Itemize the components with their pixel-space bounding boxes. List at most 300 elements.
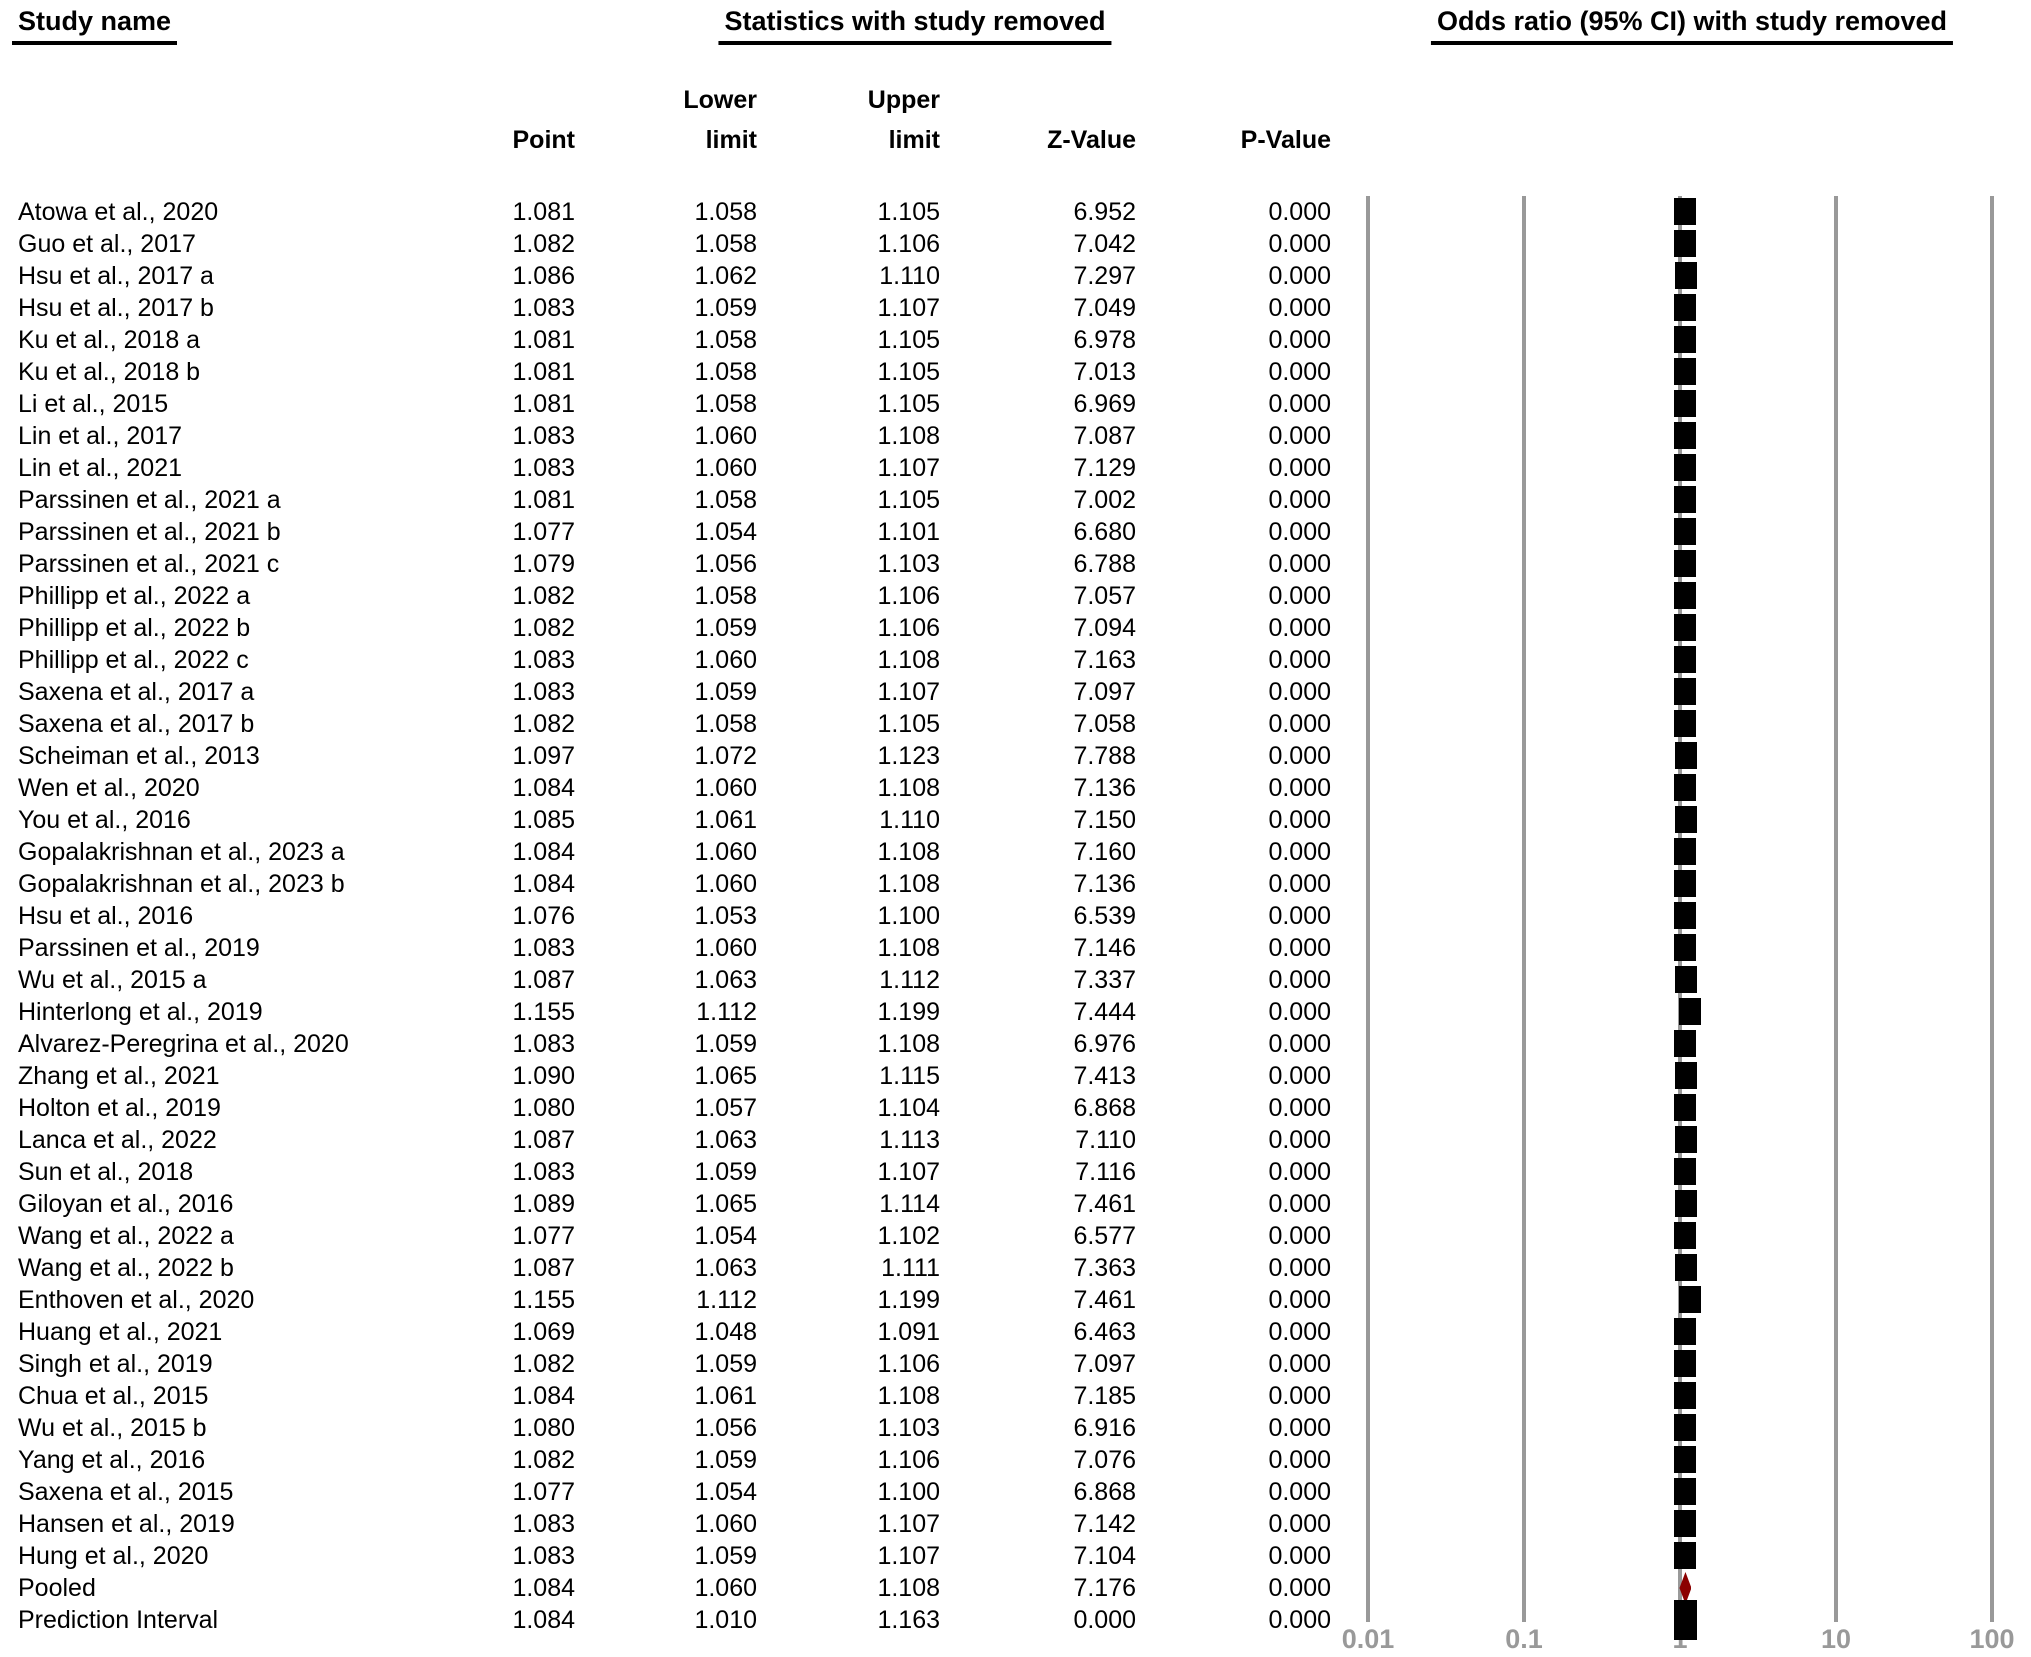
p-value-cell: 0.000	[1268, 1318, 1331, 1346]
point-cell: 1.084	[512, 838, 575, 866]
upper-limit-cell: 1.107	[877, 1158, 940, 1186]
point-cell: 1.087	[512, 1126, 575, 1154]
study-name-cell: Ku et al., 2018 a	[18, 326, 201, 354]
p-value-cell: 0.000	[1268, 550, 1331, 578]
column-header-lower-limit: limit	[705, 126, 757, 154]
forest-marker	[1674, 1030, 1696, 1057]
z-value-cell: 7.176	[1073, 1574, 1136, 1602]
upper-limit-cell: 1.106	[877, 1446, 940, 1474]
lower-limit-cell: 1.056	[694, 1414, 757, 1442]
forest-marker	[1674, 294, 1696, 321]
p-value-cell: 0.000	[1268, 390, 1331, 418]
upper-limit-cell: 1.108	[877, 1382, 940, 1410]
header-study-name: Study name	[12, 6, 177, 45]
header-statistics-with-study-removed: Statistics with study removed	[718, 6, 1111, 45]
axis-gridline	[1990, 196, 1994, 1622]
p-value-cell: 0.000	[1268, 1446, 1331, 1474]
p-value-cell: 0.000	[1268, 870, 1331, 898]
upper-limit-cell: 1.105	[877, 326, 940, 354]
lower-limit-cell: 1.058	[694, 198, 757, 226]
upper-limit-cell: 1.108	[877, 838, 940, 866]
column-header-z-value: Z-Value	[1047, 126, 1136, 154]
study-name-cell: Gopalakrishnan et al., 2023 a	[18, 838, 345, 866]
z-value-cell: 6.976	[1073, 1030, 1136, 1058]
column-header-p-value: P-Value	[1240, 126, 1331, 154]
forest-marker	[1675, 262, 1697, 289]
study-name-cell: Li et al., 2015	[18, 390, 169, 418]
upper-limit-cell: 1.108	[877, 934, 940, 962]
lower-limit-cell: 1.063	[694, 966, 757, 994]
forest-marker	[1674, 358, 1696, 385]
point-cell: 1.082	[512, 1350, 575, 1378]
z-value-cell: 7.104	[1073, 1542, 1136, 1570]
point-cell: 1.080	[512, 1094, 575, 1122]
z-value-cell: 7.042	[1073, 230, 1136, 258]
forest-marker	[1674, 1414, 1696, 1441]
study-name-cell: Wu et al., 2015 b	[18, 1414, 207, 1442]
column-header-lower-line1: Lower	[683, 86, 757, 114]
upper-limit-cell: 1.107	[877, 678, 940, 706]
lower-limit-cell: 1.063	[694, 1126, 757, 1154]
z-value-cell: 7.150	[1073, 806, 1136, 834]
p-value-cell: 0.000	[1268, 646, 1331, 674]
study-name-cell: Wen et al., 2020	[18, 774, 200, 802]
z-value-cell: 7.116	[1075, 1158, 1136, 1186]
point-cell: 1.079	[512, 550, 575, 578]
forest-marker	[1674, 774, 1696, 801]
forest-marker	[1675, 1126, 1697, 1153]
z-value-cell: 0.000	[1073, 1606, 1136, 1634]
z-value-cell: 7.002	[1073, 486, 1136, 514]
lower-limit-cell: 1.060	[694, 422, 757, 450]
forest-marker	[1674, 390, 1696, 417]
lower-limit-cell: 1.058	[694, 486, 757, 514]
forest-marker	[1674, 1542, 1696, 1569]
forest-marker	[1674, 230, 1696, 257]
point-cell: 1.083	[512, 454, 575, 482]
study-name-cell: Scheiman et al., 2013	[18, 742, 260, 770]
forest-marker	[1674, 454, 1696, 481]
upper-limit-cell: 1.107	[877, 294, 940, 322]
study-name-cell: Wu et al., 2015 a	[18, 966, 207, 994]
lower-limit-cell: 1.048	[694, 1318, 757, 1346]
lower-limit-cell: 1.060	[694, 1574, 757, 1602]
upper-limit-cell: 1.100	[877, 902, 940, 930]
z-value-cell: 7.160	[1073, 838, 1136, 866]
p-value-cell: 0.000	[1268, 1254, 1331, 1282]
forest-marker	[1674, 518, 1696, 545]
lower-limit-cell: 1.059	[694, 1158, 757, 1186]
study-name-cell: Lanca et al., 2022	[18, 1126, 217, 1154]
forest-marker	[1674, 198, 1696, 225]
upper-limit-cell: 1.108	[877, 422, 940, 450]
study-name-cell: Atowa et al., 2020	[18, 198, 219, 226]
z-value-cell: 7.097	[1073, 1350, 1136, 1378]
p-value-cell: 0.000	[1268, 1350, 1331, 1378]
z-value-cell: 7.076	[1073, 1446, 1136, 1474]
z-value-cell: 6.868	[1073, 1094, 1136, 1122]
z-value-cell: 7.444	[1073, 998, 1136, 1026]
z-value-cell: 7.049	[1073, 294, 1136, 322]
point-cell: 1.081	[512, 326, 575, 354]
z-value-cell: 7.136	[1073, 870, 1136, 898]
axis-tick-label: 0.01	[1341, 1624, 1395, 1654]
lower-limit-cell: 1.060	[694, 870, 757, 898]
p-value-cell: 0.000	[1268, 1030, 1331, 1058]
upper-limit-cell: 1.108	[877, 1030, 940, 1058]
p-value-cell: 0.000	[1268, 230, 1331, 258]
upper-limit-cell: 1.199	[877, 1286, 940, 1314]
upper-limit-cell: 1.091	[877, 1318, 940, 1346]
upper-limit-cell: 1.106	[877, 230, 940, 258]
forest-marker	[1679, 998, 1701, 1025]
p-value-cell: 0.000	[1268, 966, 1331, 994]
lower-limit-cell: 1.059	[694, 294, 757, 322]
point-cell: 1.084	[512, 870, 575, 898]
forest-marker	[1675, 742, 1697, 769]
upper-limit-cell: 1.104	[877, 1094, 940, 1122]
p-value-cell: 0.000	[1268, 518, 1331, 546]
study-name-cell: Enthoven et al., 2020	[18, 1286, 255, 1314]
lower-limit-cell: 1.112	[696, 1286, 757, 1314]
upper-limit-cell: 1.106	[877, 614, 940, 642]
p-value-cell: 0.000	[1268, 998, 1331, 1026]
p-value-cell: 0.000	[1268, 678, 1331, 706]
upper-limit-cell: 1.107	[877, 1510, 940, 1538]
column-header-upper-limit: limit	[888, 126, 940, 154]
lower-limit-cell: 1.059	[694, 1446, 757, 1474]
forest-marker	[1674, 838, 1696, 865]
z-value-cell: 7.013	[1073, 358, 1136, 386]
axis-tick-label: 0.1	[1505, 1624, 1543, 1654]
forest-marker	[1674, 1350, 1696, 1377]
z-value-cell: 7.094	[1073, 614, 1136, 642]
study-name-cell: Holton et al., 2019	[18, 1094, 221, 1122]
study-name-cell: Hinterlong et al., 2019	[18, 998, 263, 1026]
study-name-cell: Parssinen et al., 2021 c	[18, 550, 280, 578]
p-value-cell: 0.000	[1268, 1606, 1331, 1634]
header-odds-ratio-with-study-removed: Odds ratio (95% CI) with study removed	[1431, 6, 1953, 45]
forest-marker	[1674, 934, 1696, 961]
p-value-cell: 0.000	[1268, 582, 1331, 610]
lower-limit-cell: 1.060	[694, 646, 757, 674]
p-value-cell: 0.000	[1268, 1286, 1331, 1314]
upper-limit-cell: 1.108	[877, 646, 940, 674]
p-value-cell: 0.000	[1268, 326, 1331, 354]
z-value-cell: 7.058	[1073, 710, 1136, 738]
forest-marker	[1679, 1286, 1701, 1313]
point-cell: 1.082	[512, 1446, 575, 1474]
upper-limit-cell: 1.101	[877, 518, 940, 546]
forest-marker	[1675, 1190, 1697, 1217]
point-cell: 1.083	[512, 1510, 575, 1538]
p-value-cell: 0.000	[1268, 1222, 1331, 1250]
lower-limit-cell: 1.058	[694, 326, 757, 354]
point-cell: 1.083	[512, 934, 575, 962]
forest-marker	[1675, 966, 1697, 993]
study-name-cell: Hung et al., 2020	[18, 1542, 209, 1570]
z-value-cell: 6.952	[1073, 198, 1136, 226]
p-value-cell: 0.000	[1268, 262, 1331, 290]
upper-limit-cell: 1.106	[877, 1350, 940, 1378]
z-value-cell: 7.185	[1073, 1382, 1136, 1410]
z-value-cell: 7.087	[1073, 422, 1136, 450]
lower-limit-cell: 1.053	[694, 902, 757, 930]
upper-limit-cell: 1.108	[877, 1574, 940, 1602]
forest-marker	[1674, 1510, 1696, 1537]
forest-marker	[1674, 1222, 1696, 1249]
lower-limit-cell: 1.054	[694, 518, 757, 546]
point-cell: 1.083	[512, 678, 575, 706]
p-value-cell: 0.000	[1268, 1126, 1331, 1154]
z-value-cell: 6.868	[1073, 1478, 1136, 1506]
lower-limit-cell: 1.061	[694, 1382, 757, 1410]
axis-gridline	[1834, 196, 1838, 1622]
p-value-cell: 0.000	[1268, 1414, 1331, 1442]
forest-marker	[1674, 646, 1696, 673]
upper-limit-cell: 1.110	[879, 262, 940, 290]
p-value-cell: 0.000	[1268, 1158, 1331, 1186]
study-name-cell: Pooled	[18, 1574, 96, 1602]
z-value-cell: 6.680	[1073, 518, 1136, 546]
lower-limit-cell: 1.065	[694, 1062, 757, 1090]
z-value-cell: 7.057	[1073, 582, 1136, 610]
study-name-cell: Ku et al., 2018 b	[18, 358, 201, 386]
upper-limit-cell: 1.115	[879, 1062, 940, 1090]
z-value-cell: 7.110	[1075, 1126, 1136, 1154]
lower-limit-cell: 1.060	[694, 1510, 757, 1538]
study-name-cell: Parssinen et al., 2021 b	[18, 518, 281, 546]
forest-marker	[1674, 710, 1696, 737]
prediction-interval-marker	[1674, 1600, 1697, 1640]
p-value-cell: 0.000	[1268, 1062, 1331, 1090]
point-cell: 1.083	[512, 422, 575, 450]
z-value-cell: 7.461	[1073, 1190, 1136, 1218]
lower-limit-cell: 1.010	[694, 1606, 757, 1634]
p-value-cell: 0.000	[1268, 294, 1331, 322]
z-value-cell: 7.337	[1073, 966, 1136, 994]
upper-limit-cell: 1.123	[877, 742, 940, 770]
upper-limit-cell: 1.100	[877, 1478, 940, 1506]
p-value-cell: 0.000	[1268, 710, 1331, 738]
upper-limit-cell: 1.102	[877, 1222, 940, 1250]
study-name-cell: Parssinen et al., 2019	[18, 934, 260, 962]
p-value-cell: 0.000	[1268, 774, 1331, 802]
z-value-cell: 6.463	[1073, 1318, 1136, 1346]
point-cell: 1.085	[512, 806, 575, 834]
p-value-cell: 0.000	[1268, 1094, 1331, 1122]
lower-limit-cell: 1.059	[694, 1542, 757, 1570]
upper-limit-cell: 1.108	[877, 870, 940, 898]
study-name-cell: Prediction Interval	[18, 1606, 219, 1634]
z-value-cell: 6.788	[1073, 550, 1136, 578]
point-cell: 1.083	[512, 1158, 575, 1186]
z-value-cell: 7.097	[1073, 678, 1136, 706]
lower-limit-cell: 1.059	[694, 1030, 757, 1058]
study-name-cell: Guo et al., 2017	[18, 230, 196, 258]
lower-limit-cell: 1.060	[694, 934, 757, 962]
axis-tick-label: 10	[1820, 1624, 1852, 1654]
forest-marker	[1674, 1382, 1696, 1409]
p-value-cell: 0.000	[1268, 1510, 1331, 1538]
forest-marker	[1675, 806, 1697, 833]
forest-marker	[1674, 1318, 1696, 1345]
lower-limit-cell: 1.063	[694, 1254, 757, 1282]
z-value-cell: 7.461	[1073, 1286, 1136, 1314]
lower-limit-cell: 1.054	[694, 1222, 757, 1250]
p-value-cell: 0.000	[1268, 742, 1331, 770]
point-cell: 1.069	[512, 1318, 575, 1346]
point-cell: 1.087	[512, 1254, 575, 1282]
lower-limit-cell: 1.054	[694, 1478, 757, 1506]
point-cell: 1.081	[512, 198, 575, 226]
point-cell: 1.082	[512, 582, 575, 610]
z-value-cell: 7.142	[1073, 1510, 1136, 1538]
point-cell: 1.081	[512, 358, 575, 386]
point-cell: 1.097	[512, 742, 575, 770]
study-name-cell: Phillipp et al., 2022 b	[18, 614, 251, 642]
lower-limit-cell: 1.059	[694, 1350, 757, 1378]
forest-marker	[1674, 614, 1696, 641]
point-cell: 1.089	[512, 1190, 575, 1218]
study-name-cell: Saxena et al., 2017 a	[18, 678, 255, 706]
upper-limit-cell: 1.105	[877, 358, 940, 386]
forest-marker	[1675, 1062, 1697, 1089]
point-cell: 1.083	[512, 646, 575, 674]
point-cell: 1.082	[512, 710, 575, 738]
point-cell: 1.084	[512, 1606, 575, 1634]
study-name-cell: Hsu et al., 2016	[18, 902, 194, 930]
forest-marker	[1674, 1094, 1696, 1121]
study-name-cell: Parssinen et al., 2021 a	[18, 486, 281, 514]
z-value-cell: 7.129	[1073, 454, 1136, 482]
z-value-cell: 7.413	[1073, 1062, 1136, 1090]
forest-marker	[1674, 486, 1696, 513]
lower-limit-cell: 1.057	[694, 1094, 757, 1122]
point-cell: 1.086	[512, 262, 575, 290]
p-value-cell: 0.000	[1268, 454, 1331, 482]
upper-limit-cell: 1.163	[877, 1606, 940, 1634]
forest-marker	[1674, 326, 1696, 353]
lower-limit-cell: 1.061	[694, 806, 757, 834]
study-name-cell: Wang et al., 2022 b	[18, 1254, 234, 1282]
z-value-cell: 7.297	[1073, 262, 1136, 290]
lower-limit-cell: 1.059	[694, 614, 757, 642]
lower-limit-cell: 1.058	[694, 390, 757, 418]
point-cell: 1.083	[512, 1030, 575, 1058]
study-name-cell: Saxena et al., 2015	[18, 1478, 234, 1506]
point-cell: 1.077	[512, 1478, 575, 1506]
study-name-cell: Hsu et al., 2017 b	[18, 294, 214, 322]
p-value-cell: 0.000	[1268, 614, 1331, 642]
z-value-cell: 6.969	[1073, 390, 1136, 418]
lower-limit-cell: 1.058	[694, 710, 757, 738]
p-value-cell: 0.000	[1268, 1574, 1331, 1602]
p-value-cell: 0.000	[1268, 1542, 1331, 1570]
lower-limit-cell: 1.058	[694, 230, 757, 258]
study-name-cell: Lin et al., 2021	[18, 454, 183, 482]
upper-limit-cell: 1.103	[877, 550, 940, 578]
z-value-cell: 6.978	[1073, 326, 1136, 354]
forest-marker	[1674, 550, 1696, 577]
upper-limit-cell: 1.114	[879, 1190, 940, 1218]
study-name-cell: You et al., 2016	[18, 806, 191, 834]
lower-limit-cell: 1.062	[694, 262, 757, 290]
p-value-cell: 0.000	[1268, 1478, 1331, 1506]
point-cell: 1.080	[512, 1414, 575, 1442]
upper-limit-cell: 1.105	[877, 710, 940, 738]
study-name-cell: Huang et al., 2021	[18, 1318, 223, 1346]
point-cell: 1.082	[512, 230, 575, 258]
axis-gridline	[1366, 196, 1370, 1622]
upper-limit-cell: 1.105	[877, 486, 940, 514]
point-cell: 1.083	[512, 294, 575, 322]
study-name-cell: Hsu et al., 2017 a	[18, 262, 214, 290]
study-name-cell: Yang et al., 2016	[18, 1446, 206, 1474]
p-value-cell: 0.000	[1268, 486, 1331, 514]
study-name-cell: Alvarez-Peregrina et al., 2020	[18, 1030, 349, 1058]
point-cell: 1.077	[512, 1222, 575, 1250]
upper-limit-cell: 1.108	[877, 774, 940, 802]
study-name-cell: Chua et al., 2015	[18, 1382, 209, 1410]
lower-limit-cell: 1.059	[694, 678, 757, 706]
study-name-cell: Wang et al., 2022 a	[18, 1222, 234, 1250]
lower-limit-cell: 1.065	[694, 1190, 757, 1218]
point-cell: 1.084	[512, 1574, 575, 1602]
z-value-cell: 6.577	[1073, 1222, 1136, 1250]
upper-limit-cell: 1.105	[877, 198, 940, 226]
point-cell: 1.087	[512, 966, 575, 994]
lower-limit-cell: 1.060	[694, 454, 757, 482]
point-cell: 1.077	[512, 518, 575, 546]
axis-tick-label: 100	[1969, 1624, 2015, 1654]
z-value-cell: 6.916	[1073, 1414, 1136, 1442]
upper-limit-cell: 1.112	[879, 966, 940, 994]
upper-limit-cell: 1.107	[877, 454, 940, 482]
study-name-cell: Lin et al., 2017	[18, 422, 183, 450]
p-value-cell: 0.000	[1268, 1190, 1331, 1218]
column-header-upper-line1: Upper	[867, 86, 940, 114]
point-cell: 1.084	[512, 774, 575, 802]
forest-marker	[1674, 678, 1696, 705]
p-value-cell: 0.000	[1268, 902, 1331, 930]
axis-gridline	[1522, 196, 1526, 1622]
forest-marker	[1674, 902, 1696, 929]
point-cell: 1.155	[512, 998, 575, 1026]
forest-marker	[1674, 1158, 1696, 1185]
upper-limit-cell: 1.105	[877, 390, 940, 418]
p-value-cell: 0.000	[1268, 806, 1331, 834]
upper-limit-cell: 1.111	[881, 1254, 940, 1282]
p-value-cell: 0.000	[1268, 1382, 1331, 1410]
forest-marker	[1674, 582, 1696, 609]
p-value-cell: 0.000	[1268, 838, 1331, 866]
upper-limit-cell: 1.110	[879, 806, 940, 834]
lower-limit-cell: 1.058	[694, 358, 757, 386]
point-cell: 1.090	[512, 1062, 575, 1090]
point-cell: 1.082	[512, 614, 575, 642]
p-value-cell: 0.000	[1268, 934, 1331, 962]
z-value-cell: 7.363	[1073, 1254, 1136, 1282]
lower-limit-cell: 1.072	[694, 742, 757, 770]
lower-limit-cell: 1.056	[694, 550, 757, 578]
column-header-point: Point	[512, 126, 575, 154]
upper-limit-cell: 1.113	[879, 1126, 940, 1154]
forest-marker	[1674, 422, 1696, 449]
forest-marker	[1674, 1478, 1696, 1505]
study-name-cell: Phillipp et al., 2022 c	[18, 646, 249, 674]
upper-limit-cell: 1.103	[877, 1414, 940, 1442]
